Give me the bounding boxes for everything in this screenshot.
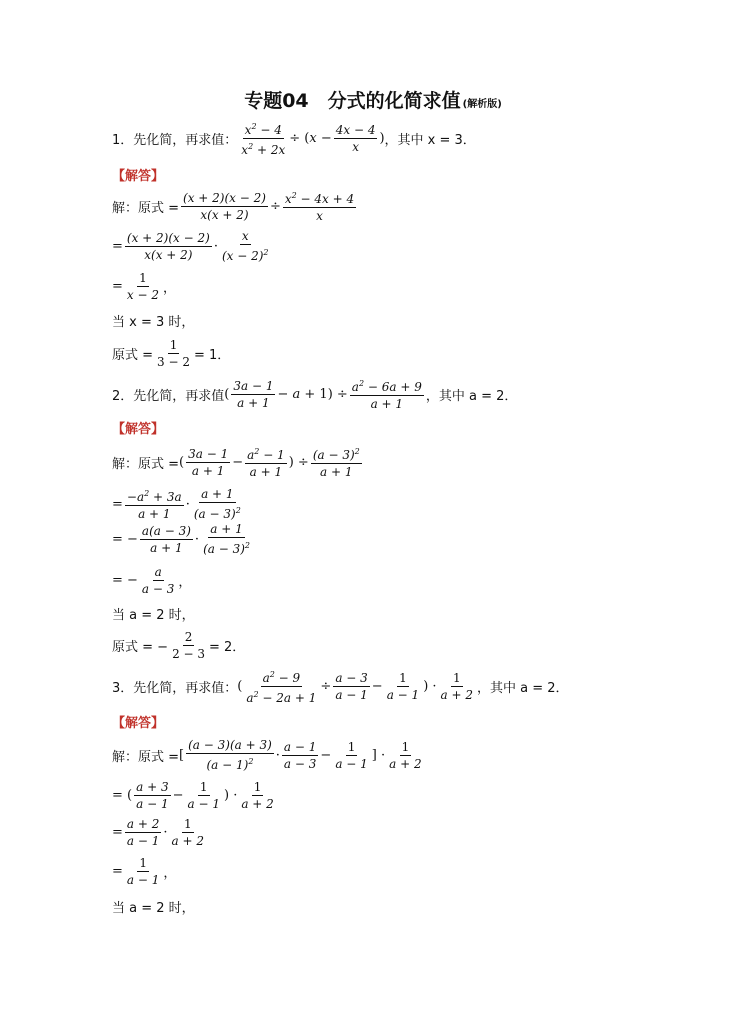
fraction: $\frac{1}{a + 2}$ xyxy=(171,816,205,848)
solution-step: = $\frac{a + 2}{a - 1}$ · $\frac{1}{a + 2}$ xyxy=(112,816,205,848)
solution-step: = − $\frac{a(a - 3)}{a + 1}$ · $\frac{a + 1}{(a - 3)^2}$ xyxy=(112,522,250,556)
fraction: $\frac{4x - 4}{x}$ xyxy=(335,122,376,154)
solution-step: 当 a = 2 时， xyxy=(112,607,195,623)
solution-step: = $\frac{-a^2 + 3a}{a + 1}$ · $\frac{a + 1}{(a - 3)^2}$ xyxy=(112,487,241,521)
fraction: $\frac{a^2 - 1}{a + 1}$ xyxy=(245,444,287,480)
problem-3-stem: 3．先化简，再求值： ( $\frac{a^2 - 9}{a^2 - 2a + 1}$ ÷ $\frac{a - 3}{a - 1}$ − $\frac{1}{a - 1}$ ) · $\frac{1}{a + 2}$ ，其中 a = 2． xyxy=(112,666,569,706)
fraction: $\frac{a - 1}{a - 3}$ xyxy=(283,739,317,771)
fraction: $\frac{(a - 3)(a + 3)}{(a - 1)^2}$ xyxy=(188,738,272,772)
fraction: $\frac{3a - 1}{a + 1}$ xyxy=(233,378,274,410)
title-main: 专题04 分式的化简求值 xyxy=(244,90,461,112)
solution-step: = ( $\frac{a + 3}{a - 1}$ − $\frac{1}{a - 1}$ ) · $\frac{1}{a + 2}$ xyxy=(112,779,274,811)
answer-label: 【解答】 xyxy=(112,716,165,731)
solution-step: 当 a = 2 时， xyxy=(112,900,195,916)
solution-step: = $\frac{1}{a - 1}$ ， xyxy=(112,855,177,887)
fraction: $\frac{2}{2 - 3}$ xyxy=(172,629,206,661)
problem-2-stem: 2．先化简，再求值 ( $\frac{3a - 1}{a + 1}$ − a + 1) ÷ $\frac{a^2 - 6a + 9}{a + 1}$ ，其中 a = 2． xyxy=(112,374,517,414)
fraction: $\frac{a + 2}{a - 1}$ xyxy=(126,816,160,848)
fraction: $\frac{x}{(x - 2)^2}$ xyxy=(221,229,269,263)
solution-step: 解：原式 = [ $\frac{(a - 3)(a + 3)}{(a - 1)^2}$ · $\frac{a - 1}{a - 3}$ − $\frac{1}{a - 1}$ ] · $\frac{1}{a + 2}$ xyxy=(112,738,422,772)
fraction: $\frac{1}{a + 2}$ xyxy=(241,779,274,811)
fraction: $\frac{x^2 - 4}{x^2 + 2x}$ xyxy=(239,119,287,158)
fraction: $\frac{-a^2 + 3a}{a + 1}$ xyxy=(125,486,184,522)
problem-1-stem: 1．先化简，再求值： $\frac{x^2 - 4}{x^2 + 2x}$ ÷ (x − $\frac{4x - 4}{x}$ ) ，其中 x = 3． xyxy=(112,118,476,158)
solution-step: = $\frac{(x + 2)(x - 2)}{x(x + 2)}$ · $\frac{x}{(x - 2)^2}$ xyxy=(112,229,269,263)
fraction: $\frac{1}{a - 1}$ xyxy=(126,855,160,887)
solution-step: = − $\frac{a}{a - 3}$ ， xyxy=(112,564,192,596)
solution-step: 当 x = 3 时， xyxy=(112,314,195,330)
fraction: $\frac{a^2 - 6a + 9}{a + 1}$ xyxy=(350,376,424,412)
fraction: $\frac{1}{a - 1}$ xyxy=(187,779,220,811)
fraction: $\frac{(a - 3)^2}{a + 1}$ xyxy=(311,444,362,480)
fraction: $\frac{1}{a - 1}$ xyxy=(386,670,420,702)
fraction: $\frac{x^2 - 4x + 4}{x}$ xyxy=(283,188,356,224)
page-title xyxy=(0,86,746,113)
fraction: $\frac{(x + 2)(x - 2)}{x(x + 2)}$ xyxy=(126,230,210,262)
fraction: $\frac{a + 3}{a - 1}$ xyxy=(136,779,169,811)
fraction: $\frac{3a - 1}{a + 1}$ xyxy=(188,446,229,478)
fraction: $\frac{a + 1}{(a - 3)^2}$ xyxy=(203,522,250,556)
fraction: $\frac{1}{a + 2}$ xyxy=(389,739,422,771)
solution-step: 解：原式 = $\frac{(x + 2)(x - 2)}{x(x + 2)}$ ÷ $\frac{x^2 - 4x + 4}{x}$ xyxy=(112,186,358,226)
fraction: $\frac{a + 1}{(a - 3)^2}$ xyxy=(193,487,241,521)
answer-label: 【解答】 xyxy=(112,169,165,184)
solution-step: = $\frac{1}{x - 2}$ ， xyxy=(112,270,177,302)
solution-step: 原式 = − $\frac{2}{2 - 3}$ = 2． xyxy=(112,629,246,661)
answer-label: 【解答】 xyxy=(112,422,165,437)
fraction: $\frac{(x + 2)(x - 2)}{x(x + 2)}$ xyxy=(183,190,266,222)
title-sub: (解析版) xyxy=(462,99,502,110)
solution-step: 解：原式 = ( $\frac{3a - 1}{a + 1}$ − $\frac{a^2 - 1}{a + 1}$ ) ÷ $\frac{(a - 3)^2}{a + 1}$ xyxy=(112,442,364,482)
fraction: $\frac{a(a - 3)}{a + 1}$ xyxy=(141,523,191,555)
fraction: $\frac{1}{3 - 2}$ xyxy=(157,337,190,369)
fraction: $\frac{a}{a - 3}$ xyxy=(141,564,175,596)
fraction: $\frac{a - 3}{a - 1}$ xyxy=(335,670,368,702)
fraction: $\frac{1}{a + 2}$ xyxy=(440,670,474,702)
fraction: $\frac{a^2 - 9}{a^2 - 2a + 1}$ xyxy=(244,667,318,706)
fraction: $\frac{1}{a - 1}$ xyxy=(335,739,368,771)
solution-step: 原式 = $\frac{1}{3 - 2}$ = 1． xyxy=(112,337,231,369)
fraction: $\frac{1}{x - 2}$ xyxy=(126,270,159,302)
